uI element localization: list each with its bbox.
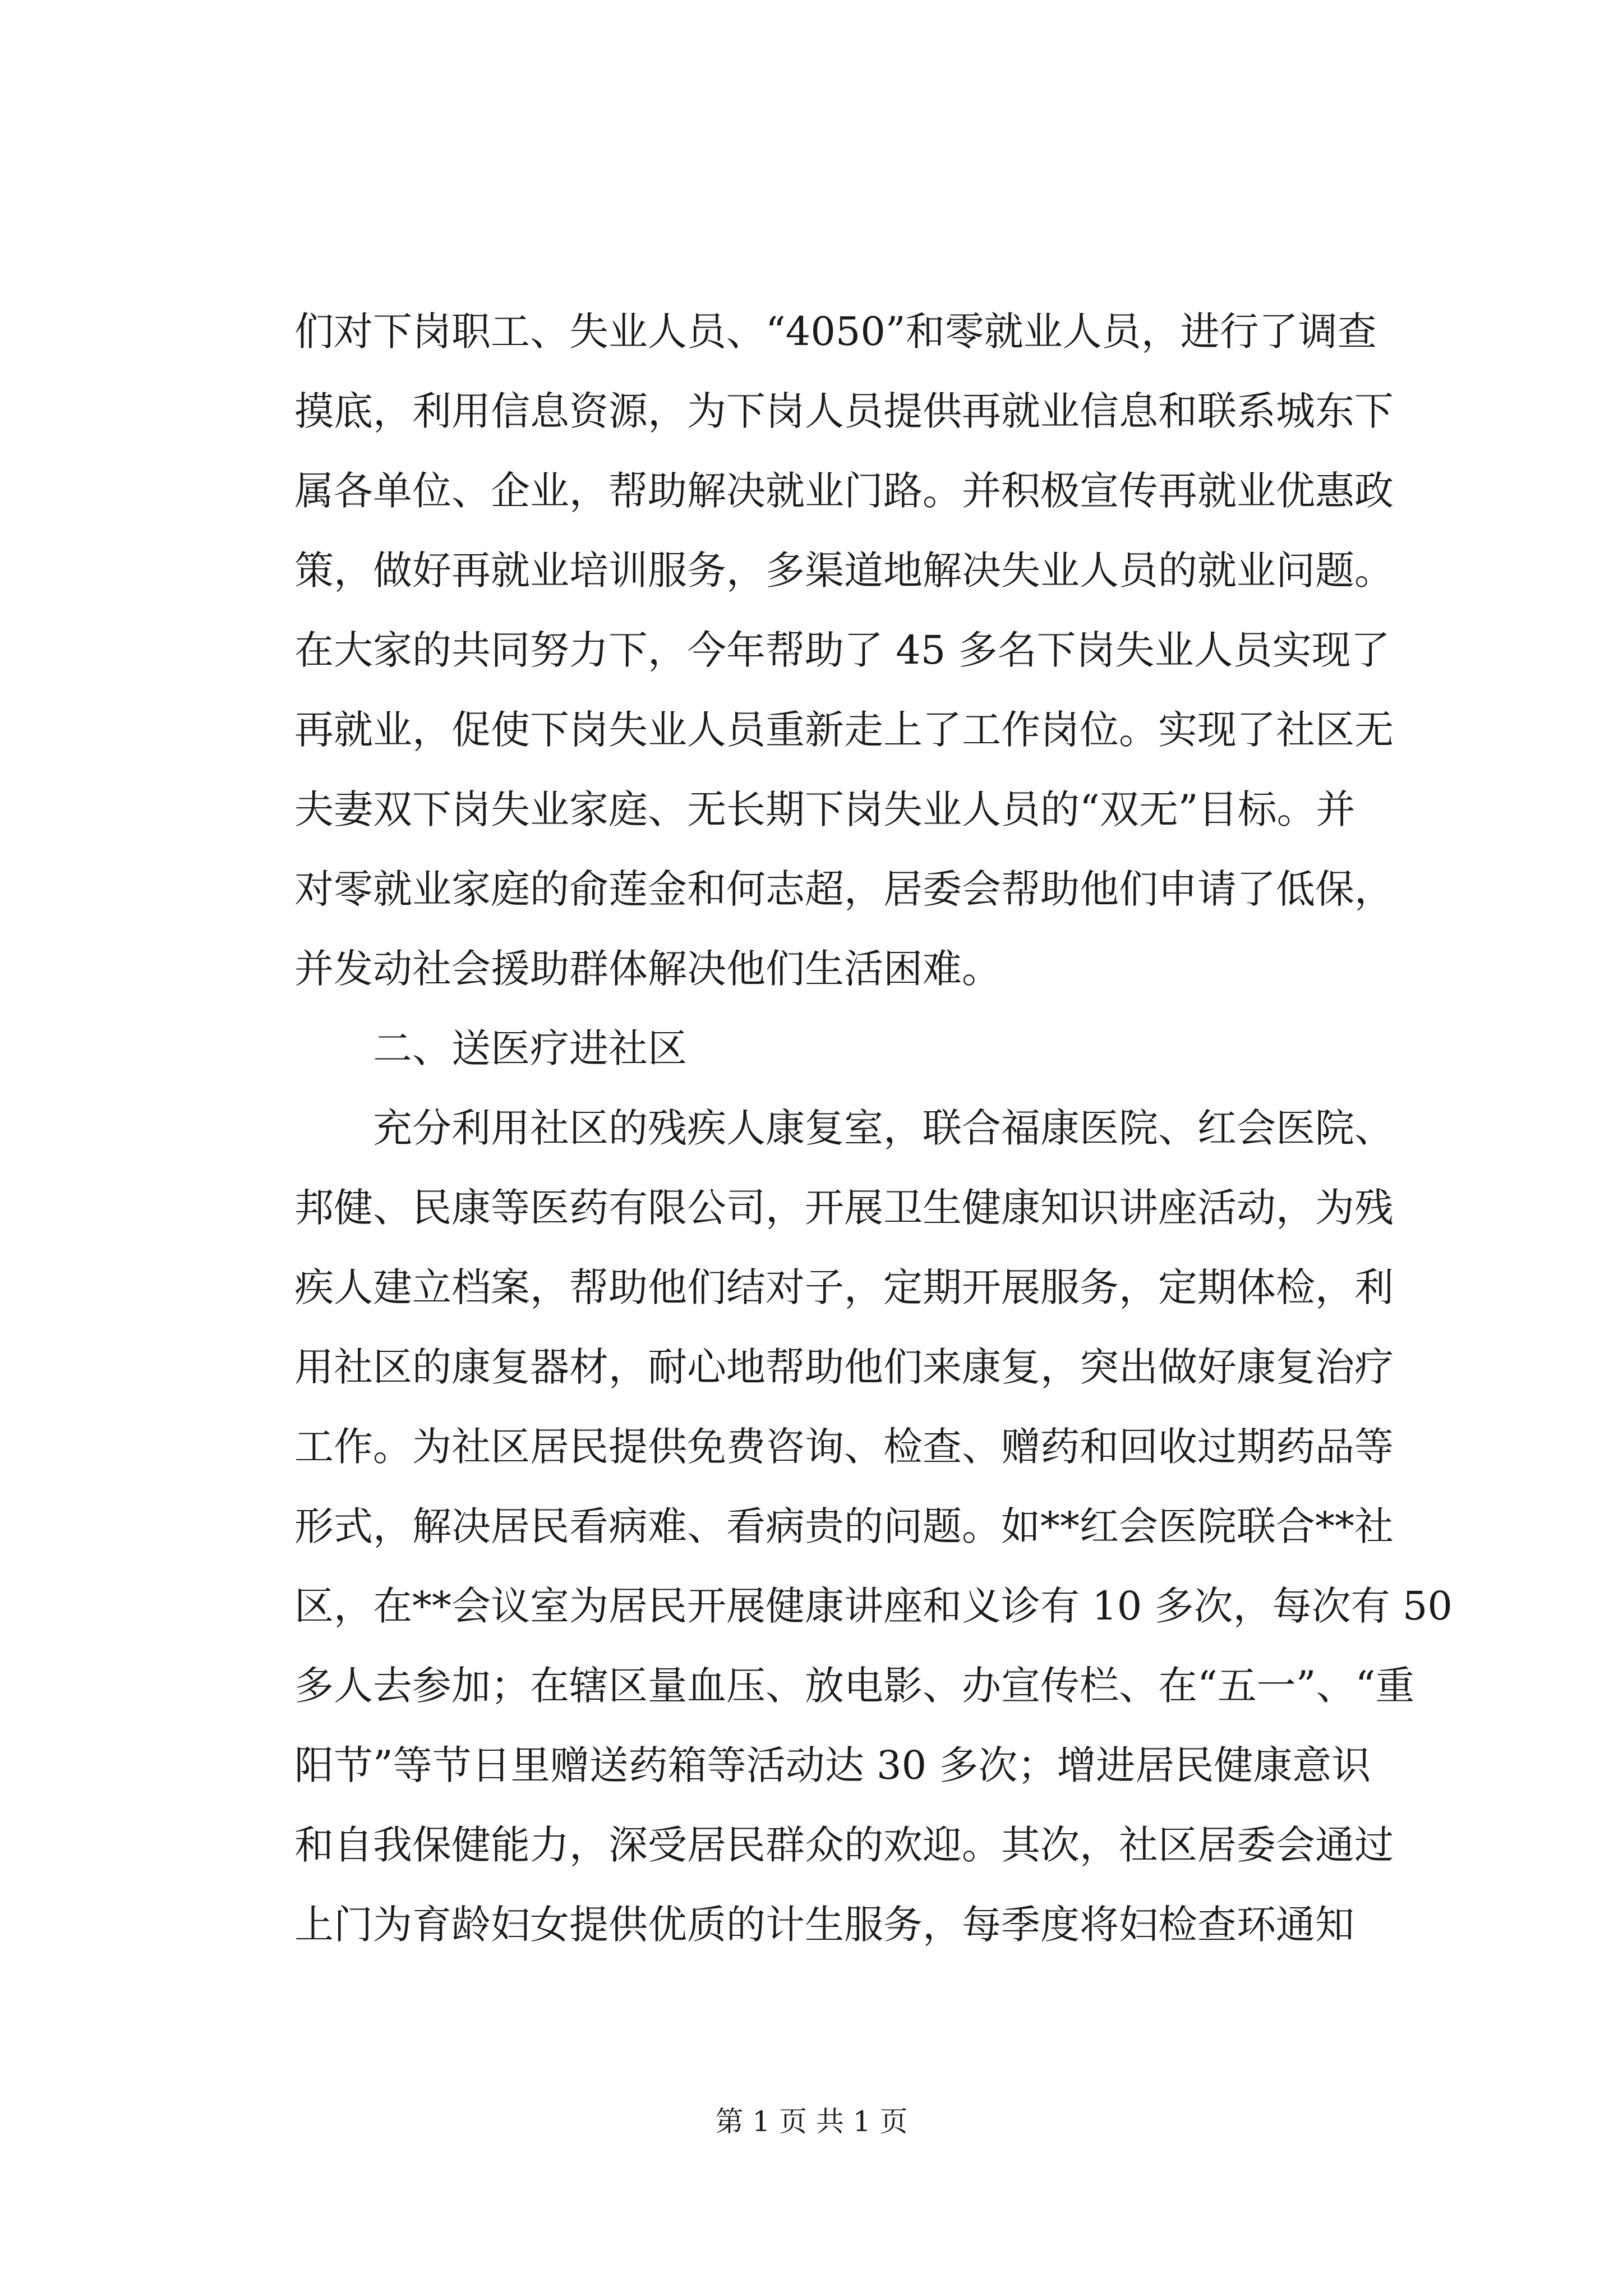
- text-line: 再就业，促使下岗失业人员重新走上了工作岗位。实现了社区无: [294, 707, 1394, 753]
- text-line: 夫妻双下岗失业家庭、无长期下岗失业人员的“双无”目标。并: [294, 786, 1355, 832]
- section-heading: 二、送医疗进社区: [373, 1025, 687, 1071]
- text-line: 区，在**会议室为居民开展健康讲座和义诊有 10 多次，每次有 50: [294, 1583, 1453, 1629]
- text-line: 充分利用社区的残疾人康复室，联合福康医院、红会医院、: [373, 1105, 1394, 1151]
- text-line: 对零就业家庭的俞莲金和何志超，居委会帮助他们申请了低保，: [294, 866, 1394, 912]
- text-line: 策，做好再就业培训服务，多渠道地解决失业人员的就业问题。: [294, 547, 1394, 593]
- text-line: 用社区的康复器材，耐心地帮助他们来康复，突出做好康复治疗: [294, 1344, 1394, 1390]
- text-line: 工作。为社区居民提供免费咨询、检查、赠药和回收过期药品等: [294, 1424, 1394, 1470]
- text-line: 上门为育龄妇女提供优质的计生服务，每季度将妇检查环通知: [294, 1902, 1354, 1948]
- text-line: 疾人建立档案，帮助他们结对子，定期开展服务，定期体检，利: [294, 1264, 1394, 1310]
- text-line: 形式，解决居民看病难、看病贵的问题。如**红会医院联合**社: [294, 1503, 1394, 1549]
- text-line: 们对下岗职工、失业人员、“4050”和零就业人员，进行了调查: [294, 309, 1377, 355]
- text-line: 在大家的共同努力下，今年帮助了 45 多名下岗失业人员实现了: [294, 627, 1390, 673]
- text-line: 和自我保健能力，深受居民群众的欢迎。其次，社区居委会通过: [294, 1822, 1394, 1868]
- document-body: [294, 292, 1453, 1964]
- text-line: 属各单位、企业，帮助解决就业门路。并积极宣传再就业优惠政: [294, 468, 1394, 514]
- text-line: 阳节”等节日里赠送药箱等活动达 30 多次；增进居民健康意识: [294, 1742, 1371, 1788]
- text-line: 摸底，利用信息资源，为下岗人员提供再就业信息和联系城东下: [294, 388, 1394, 434]
- text-line: 并发动社会援助群体解决他们生活困难。: [294, 946, 1001, 992]
- page-number-footer: 第 1 页 共 1 页: [715, 2105, 908, 2138]
- text-line: 多人去参加；在辖区量血压、放电影、办宣传栏、在“五一”、“重: [294, 1663, 1415, 1709]
- text-line: 邦健、民康等医药有限公司，开展卫生健康知识讲座活动，为残: [294, 1185, 1394, 1231]
